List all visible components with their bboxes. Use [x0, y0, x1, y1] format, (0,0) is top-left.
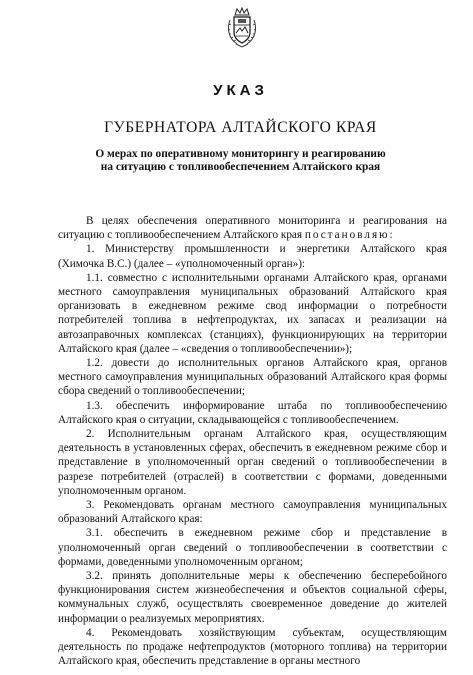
- clause-4: 4. Рекомендовать хозяйствующим субъектам, осуществляющим деятельность по продаже нефтепродуктов (моторного топлива) на территории Алтайского края, обеспечить представление в органы местного: [58, 626, 447, 668]
- clause-1-3: 1.3. обеспечить информирование штаба по топливообеспечению Алтайского края о ситуации, складывающейся с топливообеспечением.: [58, 399, 447, 426]
- issuing-authority: ГУБЕРНАТОРА АЛТАЙСКОГО КРАЯ: [104, 119, 377, 136]
- preamble-text: В целях обеспечения оперативного мониторинга и реагирования на ситуацию с топливообеспечением Алтайского края: [58, 215, 447, 242]
- clause-3-1: 3.1. обеспечить в ежедневном режиме сбор и представление в уполномоченный орган сведений о топливообеспечении в соответствии с формами, доведенными уполномоченным органом;: [58, 527, 447, 568]
- preamble-paragraph: [58, 214, 447, 242]
- clause-2: 2. Исполнительным органам Алтайского края, осуществляющим деятельность в установленных сферах, обеспечить в ежедневном режиме сбор и представление в уполномоченный орган сведений о топливообеспечении в разрезе потребителей (отраслей) в соответствии с формами, доведенными уполномоченным органом.: [58, 428, 447, 497]
- decree-subject-line-1: О мерах по оперативному мониторингу и реагированию: [95, 148, 386, 160]
- clause-1-2: 1.2. довести до исполнительных органов Алтайского края, органов местного самоуправления муниципальных образований Алтайского края формы сбора сведений о топливообеспечении;: [58, 357, 447, 398]
- preamble-colon: :: [389, 229, 393, 242]
- clause-3: 3. Рекомендовать органам местного самоуправления муниципальных образований Алтайского края:: [58, 499, 447, 526]
- resolution-verb: постановляю: [304, 229, 390, 242]
- decree-subject-line-2: на ситуацию с топливообеспечением Алтайского края: [100, 161, 381, 173]
- clause-1: 1. Министерству промышленности и энергетики Алтайского края (Химочка В.С.) (далее – «уполномоченный орган»):: [58, 243, 447, 270]
- decree-subject: [4, 148, 473, 174]
- clause-3-2: 3.2. принять дополнительные меры к обеспечению бесперебойного функционирования систем жизнеобеспечения и объектов социальной сферы, коммунальных служб, осуществлять своевременное доведение до жителей информации о реализуемых мероприятиях.: [58, 570, 447, 625]
- document-type-title: УКАЗ: [213, 82, 268, 99]
- decree-body: [58, 214, 447, 669]
- clause-1-1: 1.1. совместно с исполнительными органами Алтайского края, органами местного самоуправления муниципальных образований Алтайского края организовать в ежедневном режиме свод информации о потребности потребителей топлива в нефтепродуктах, их запасах и реализации на автозаправочных комплексах (станциях), функционирующих на территории Алтайского края (далее – «сведения о топливообеспечении»);: [58, 271, 447, 355]
- altai-krai-coat-of-arms-icon: [225, 6, 259, 48]
